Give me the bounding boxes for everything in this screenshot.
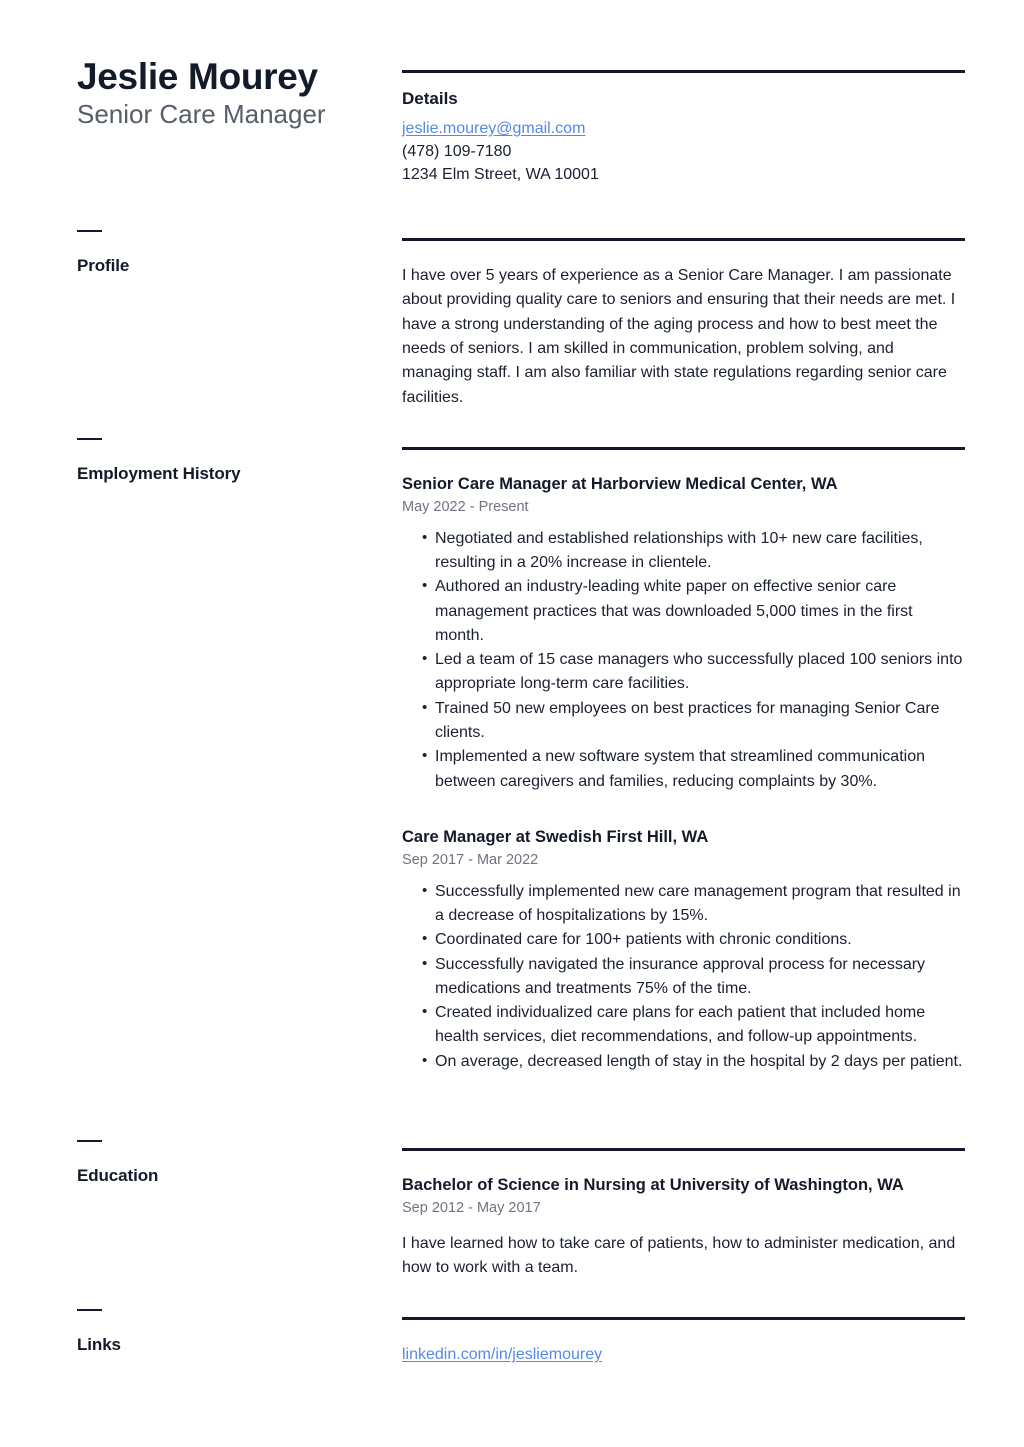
- link-line: [402, 1343, 965, 1366]
- linkedin-link[interactable]: linkedin.com/in/jesliemourey: [402, 1346, 603, 1363]
- email-line: [402, 117, 965, 140]
- links-section: [402, 1317, 965, 1366]
- sidebar-item-links: [77, 1309, 377, 1355]
- sidebar-label-employment-history: Employment History: [77, 464, 241, 483]
- job-date: Sep 2017 - Mar 2022: [402, 852, 539, 869]
- list-item: • Successfully navigated the insurance approval process for necessary medications and treatments 75% of the time.: [435, 953, 965, 1002]
- page-title: Jeslie Mourey: [77, 56, 318, 97]
- email-link[interactable]: jeslie.mourey@gmail.com: [402, 119, 586, 137]
- list-item: • Created individualized care plans for each patient that included home health services, diet recommendations, and follow-up appointments.: [435, 1001, 965, 1050]
- sidebar-item-employment-history: [77, 438, 377, 484]
- details-heading: Details: [402, 89, 458, 108]
- degree-date: Sep 2012 - May 2017: [402, 1200, 541, 1217]
- employment-entry: [402, 473, 965, 794]
- job-bullets: [402, 880, 965, 1075]
- list-item: • Negotiated and established relationships with 10+ new care facilities, resulting in a 20% increase in clientele.: [435, 527, 965, 576]
- section-dash-icon: [77, 1140, 102, 1142]
- profile-text: I have over 5 years of experience as a Senior Care Manager. I am passionate about providing quality care to seniors and ensuring that their needs are met. I have a strong understanding of the aging process and how to best meet the needs of seniors. I am skilled in communication, problem solving, and managing staff. I am also familiar with state regulations regarding senior care facilities.: [402, 267, 956, 406]
- main-content: [402, 56, 965, 1447]
- section-dash-icon: [77, 230, 102, 232]
- list-item: • Led a team of 15 case managers who successfully placed 100 seniors into appropriate long-term care facilities.: [435, 648, 965, 697]
- sidebar-label-links: Links: [77, 1335, 121, 1354]
- job-title: Care Manager at Swedish First Hill, WA: [402, 828, 709, 846]
- list-item: • Successfully implemented new care management program that resulted in a decrease of hospitalizations by 15%.: [435, 880, 965, 929]
- education-section: [402, 1148, 965, 1280]
- address-line: 1234 Elm Street, WA 10001: [402, 166, 599, 183]
- job-title: Senior Care Manager at Harborview Medical Center, WA: [402, 475, 838, 493]
- list-item: • Authored an industry-leading white paper on effective senior care management practices that was downloaded 5,000 times in the first month.: [435, 575, 965, 648]
- list-item: • Trained 50 new employees on best practices for managing Senior Care clients.: [435, 697, 965, 746]
- job-date: May 2022 - Present: [402, 499, 529, 516]
- sidebar-item-profile: [77, 230, 377, 276]
- phone-line: (478) 109-7180: [402, 142, 512, 160]
- sidebar-label-education: Education: [77, 1166, 159, 1185]
- profile-section: [402, 238, 965, 410]
- section-dash-icon: [77, 438, 102, 440]
- employment-section: [402, 447, 965, 1074]
- sidebar-label-profile: Profile: [77, 256, 130, 275]
- degree-title: Bachelor of Science in Nursing at University of Washington, WA: [402, 1176, 904, 1194]
- list-item: • Implemented a new software system that streamlined communication between caregivers and families, reducing complaints by 30%.: [435, 745, 965, 794]
- section-dash-icon: [77, 1309, 102, 1311]
- employment-entry: [402, 826, 965, 1074]
- list-item: • Coordinated care for 100+ patients with chronic conditions.: [435, 928, 965, 952]
- job-bullets: [402, 527, 965, 794]
- list-item: • On average, decreased length of stay in the hospital by 2 days per patient.: [435, 1050, 965, 1074]
- sidebar-item-education: [77, 1140, 377, 1186]
- details-section: [402, 70, 965, 186]
- education-description: I have learned how to take care of patients, how to administer medication, and how to work with a team.: [402, 1234, 956, 1276]
- job-title-subtitle: Senior Care Manager: [77, 99, 326, 130]
